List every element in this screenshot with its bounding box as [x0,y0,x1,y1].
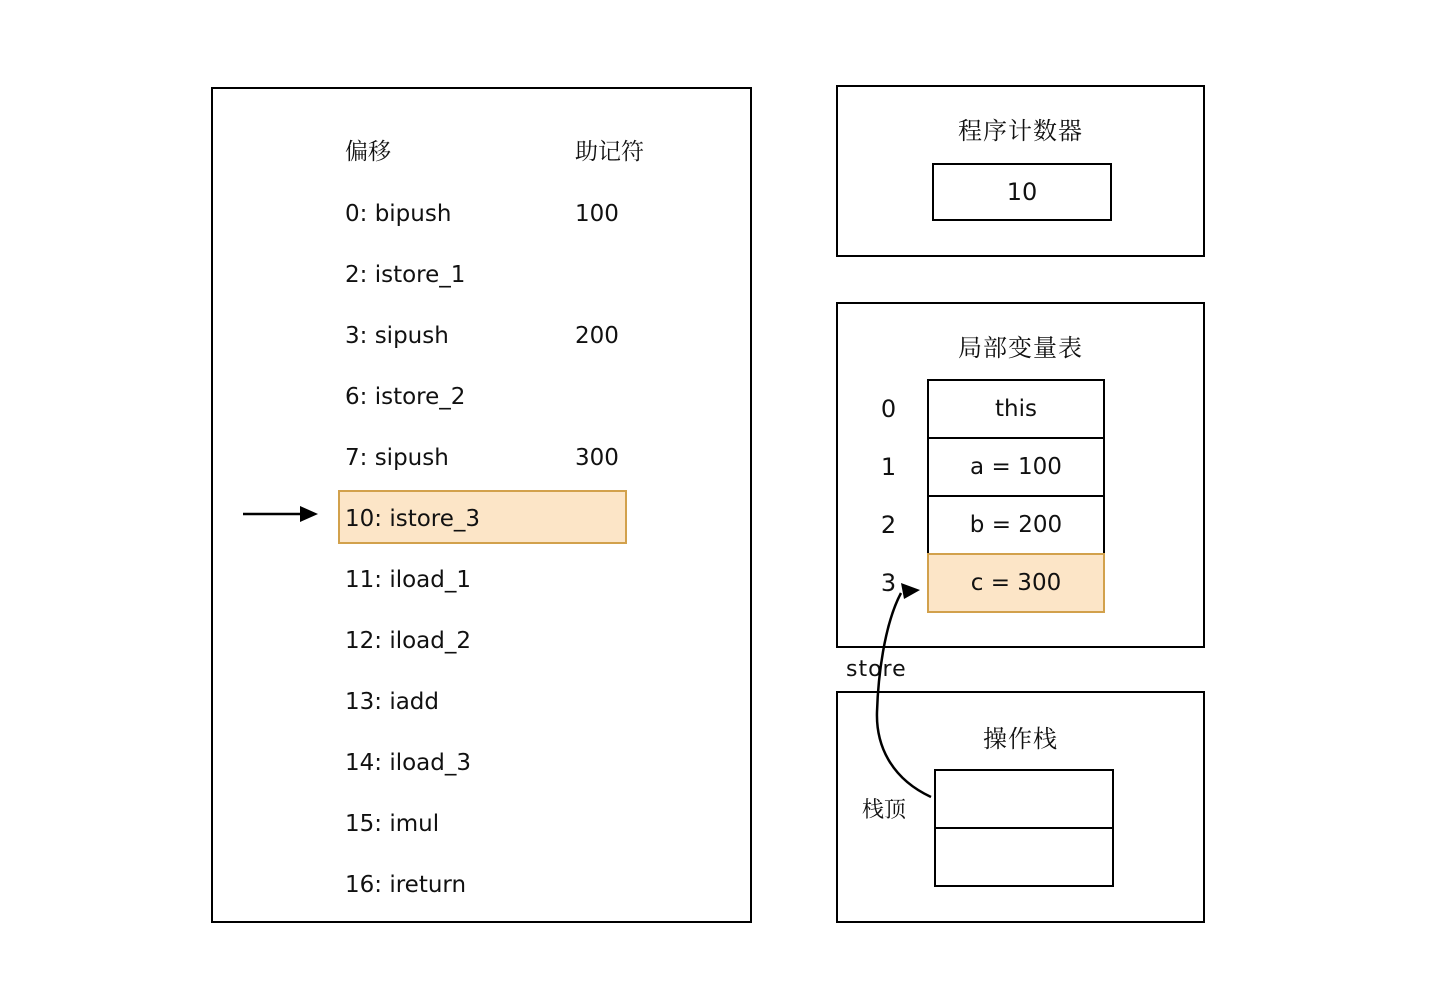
bytecode-row [345,183,740,244]
bytecode-row [345,732,740,793]
bytecode-row [345,854,740,915]
mnemonic-column-header: 助记符 [575,139,644,165]
bytecode-offset: 11: iload_1 [345,566,472,593]
program-counter-value: 10 [932,163,1112,221]
bytecode-offset: 6: istore_2 [345,383,466,410]
bytecode-offset: 12: iload_2 [345,627,472,654]
bytecode-offset: 16: ireturn [345,871,467,898]
program-counter-panel [836,85,1205,257]
local-variable-slot [838,379,1105,439]
slot-value: b = 200 [927,495,1105,555]
bytecode-operand: 200 [575,322,619,349]
stack-cell [934,827,1114,887]
operand-stack-title: 操作栈 [983,725,1058,753]
bytecode-row [345,366,740,427]
slot-value: a = 100 [927,437,1105,497]
operand-stack-panel [836,691,1205,923]
store-annotation-label: store [846,657,907,682]
local-variable-rows [838,379,1105,613]
stack-top-label: 栈顶 [862,798,907,823]
bytecode-offset: 7: sipush [345,444,449,471]
bytecode-row [345,244,740,305]
bytecode-offset: 15: imul [345,810,440,837]
bytecode-offset: 14: iload_3 [345,749,472,776]
slot-index: 1 [880,453,897,481]
program-counter-title: 程序计数器 [958,117,1083,145]
bytecode-offset: 0: bipush [345,200,452,227]
slot-index: 0 [880,395,897,423]
bytecode-row-current [345,488,740,549]
bytecode-row [345,671,740,732]
local-variable-slot [838,495,1105,555]
bytecode-row [345,427,740,488]
bytecode-offset: 10: istore_3 [345,505,481,532]
bytecode-row [345,549,740,610]
local-variable-table-panel [836,302,1205,648]
bytecode-rows [345,116,740,915]
bytecode-offset: 3: sipush [345,322,449,349]
offset-column-header: 偏移 [345,139,391,165]
slot-value-highlighted: c = 300 [927,553,1105,613]
slot-index: 3 [880,569,897,597]
slot-value: this [927,379,1105,439]
stack-cell [934,769,1114,829]
local-variable-table-title: 局部变量表 [958,334,1083,362]
bytecode-header-row [345,116,740,183]
slot-index: 2 [880,511,897,539]
bytecode-row [345,610,740,671]
bytecode-row [345,793,740,854]
local-variable-slot-current [838,553,1105,613]
bytecode-row [345,305,740,366]
stack-cells [934,769,1114,887]
bytecode-operand: 300 [575,444,619,471]
bytecode-operand: 100 [575,200,619,227]
bytecode-offset: 2: istore_1 [345,261,466,288]
bytecode-panel [211,87,752,923]
local-variable-slot [838,437,1105,497]
bytecode-offset: 13: iadd [345,688,440,715]
